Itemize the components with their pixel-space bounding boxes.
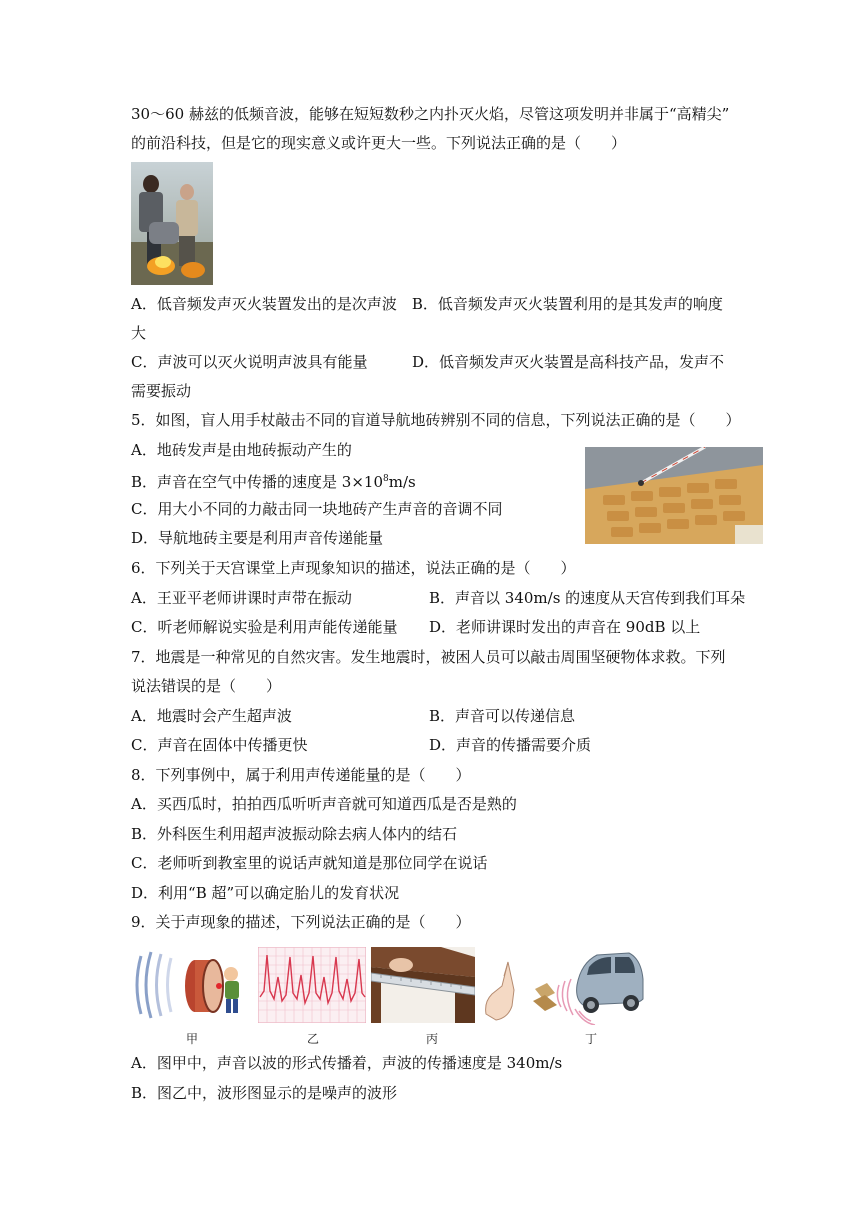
q9-option-a: A．图甲中，声音以波的形式传播着，声波的传播速度是 340m/s [131,1054,563,1072]
caption-yi: 乙 [307,1032,320,1046]
q7-option-c: C．声音在固体中传播更快 [131,736,308,754]
q7-stem-line-1: 7．地震是一种常见的自然灾害。发生地震时，被困人员可以敲击周围坚硬物体求救。下列 [131,648,726,666]
q7-stem-line-2: 说法错误的是（ ） [131,677,282,695]
q5-option-c: C．用大小不同的力敲击同一块地砖产生声音的音调不同 [131,500,503,518]
q6-option-d: D．老师讲课时发出的声音在 90dB 以上 [429,618,701,636]
q8-stem: 8．下列事例中，属于利用声传递能量的是（ ） [131,766,471,784]
q8-option-d: D．利用“B 超”可以确定胎儿的发育状况 [131,884,400,902]
q4-option-d-cont: 需要振动 [131,382,192,400]
q8-option-a: A．买西瓜时，拍拍西瓜听听声音就可知道西瓜是否是熟的 [131,795,517,813]
q7-option-b: B．声音可以传递信息 [429,707,576,725]
q9-option-b: B．图乙中，波形图显示的是噪声的波形 [131,1084,398,1102]
q4-option-c: C．声波可以灭火说明声波具有能量 [131,353,368,371]
caption-ding: 丁 [585,1032,598,1046]
q7-option-a: A．地震时会产生超声波 [131,707,292,725]
q5-option-a: A．地砖发声是由地砖振动产生的 [131,441,352,459]
figure-jia-drum [131,944,246,1026]
fire-extinguisher-photo [131,162,213,285]
q7-option-d: D．声音的传播需要介质 [429,736,592,754]
caption-jia: 甲 [186,1032,199,1046]
q8-option-b: B．外科医生利用超声波振动除去病人体内的结石 [131,825,458,843]
intro-line-1: 30～60 赫兹的低频音波，能够在短短数秒之内扑灭火焰，尽管这项发明并非属于“高精尖” [131,105,730,123]
q4-option-b-cont: 大 [131,324,147,342]
hand-icon [478,960,520,1022]
q5-option-b: B．声音在空气中传播的速度是 $3\times 10^8m/s$ [131,473,416,491]
q5-stem: 5．如图，盲人用手杖敲击不同的盲道导航地砖辨别不同的信息，下列说法正确的是（ ） [131,411,741,429]
q4-option-d: D．低音频发声灭火装置是高科技产品，发声不 [412,353,725,371]
q6-option-c: C．听老师解说实验是利用声能传递能量 [131,618,398,636]
q8-option-c: C．老师听到教室里的说话声就知道是那位同学在说话 [131,854,488,872]
q6-option-b: B．声音以 340m/s 的速度从天宫传到我们耳朵 [429,589,746,607]
q5-option-d: D．导航地砖主要是利用声音传递能量 [131,529,384,547]
figure-yi-waveform [258,947,366,1023]
q6-stem: 6．下列关于天宫课堂上声现象知识的描述，说法正确的是（ ） [131,559,576,577]
intro-line-2: 的前沿科技，但是它的现实意义或许更大一些。下列说法正确的是（ ） [131,134,627,152]
tactile-paving-photo [585,447,763,544]
q4-option-a-b: A．低音频发声灭火装置发出的是次声波 B．低音频发声灭火装置利用的是其发声的响度 [131,295,723,313]
figure-ding-car [525,945,647,1025]
figure-bing-ruler [371,947,475,1023]
caption-bing: 丙 [426,1032,439,1046]
q6-option-a: A．王亚平老师讲课时声带在振动 [131,589,352,607]
q9-stem: 9．关于声现象的描述，下列说法正确的是（ ） [131,913,471,931]
